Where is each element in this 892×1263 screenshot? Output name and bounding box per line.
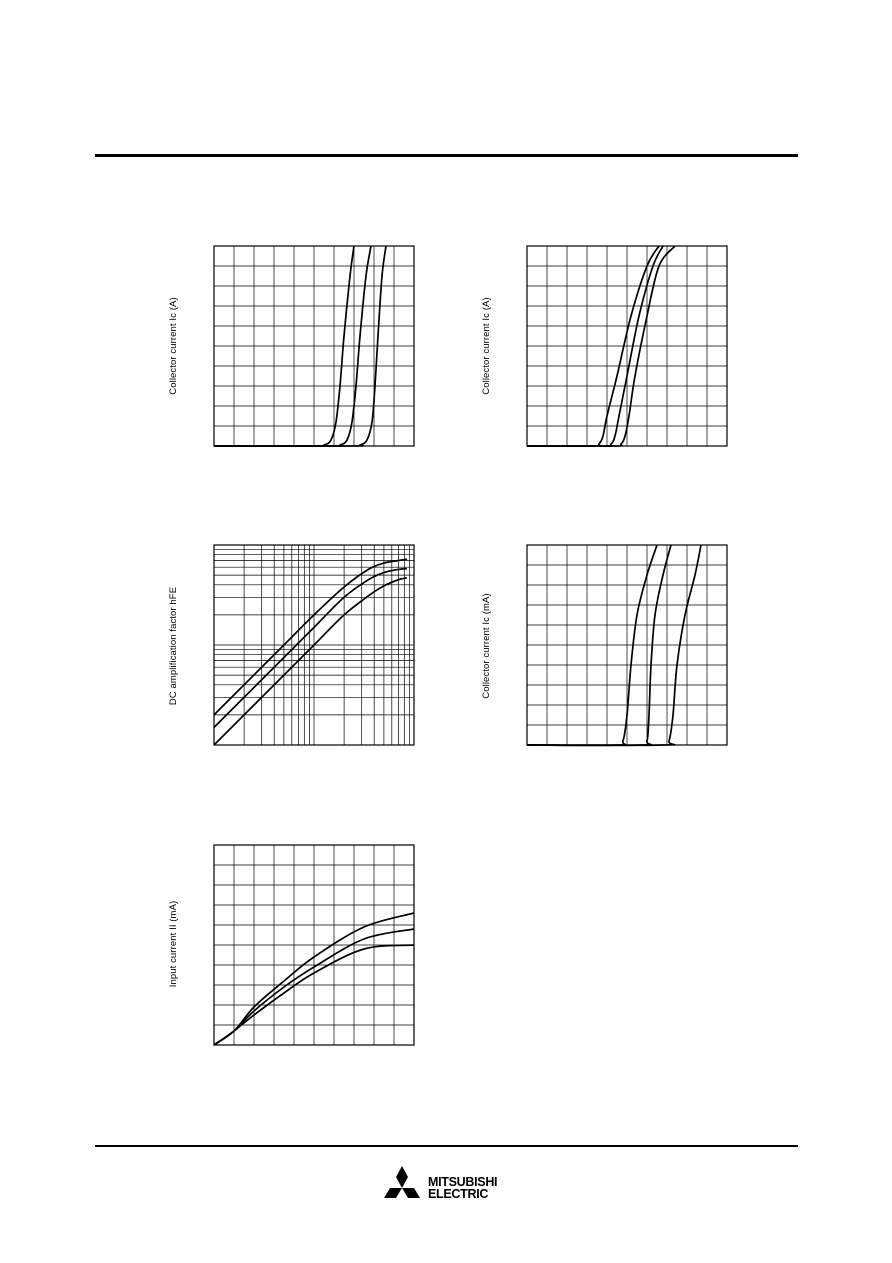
chart3 bbox=[214, 545, 414, 745]
top-rule bbox=[95, 154, 798, 157]
chart2 bbox=[527, 246, 727, 446]
chart2-grid bbox=[527, 246, 727, 446]
chart5-ylabel: Input current II (mA) bbox=[168, 900, 179, 988]
chart4 bbox=[527, 545, 727, 745]
chart3-series-3 bbox=[214, 578, 407, 745]
chart1-ylabel: Collector current Ic (A) bbox=[168, 297, 179, 395]
brand-line-2: ELECTRIC bbox=[428, 1187, 489, 1201]
chart4-ylabel: Collector current Ic (mA) bbox=[481, 593, 492, 699]
chart5-grid bbox=[214, 845, 414, 1045]
chart3-series-1 bbox=[214, 559, 407, 715]
mitsubishi-electric-logo bbox=[380, 1166, 520, 1208]
chart5 bbox=[214, 845, 414, 1045]
bottom-rule bbox=[95, 1145, 798, 1147]
chart3-ylabel: DC amplification factor hFE bbox=[168, 586, 179, 706]
chart1 bbox=[214, 246, 414, 446]
chart2-ylabel: Collector current Ic (A) bbox=[481, 297, 492, 395]
chart1-grid bbox=[214, 246, 414, 446]
three-diamonds-logo bbox=[380, 1166, 424, 1208]
brand-line-1: MITSUBISHI bbox=[428, 1175, 498, 1189]
